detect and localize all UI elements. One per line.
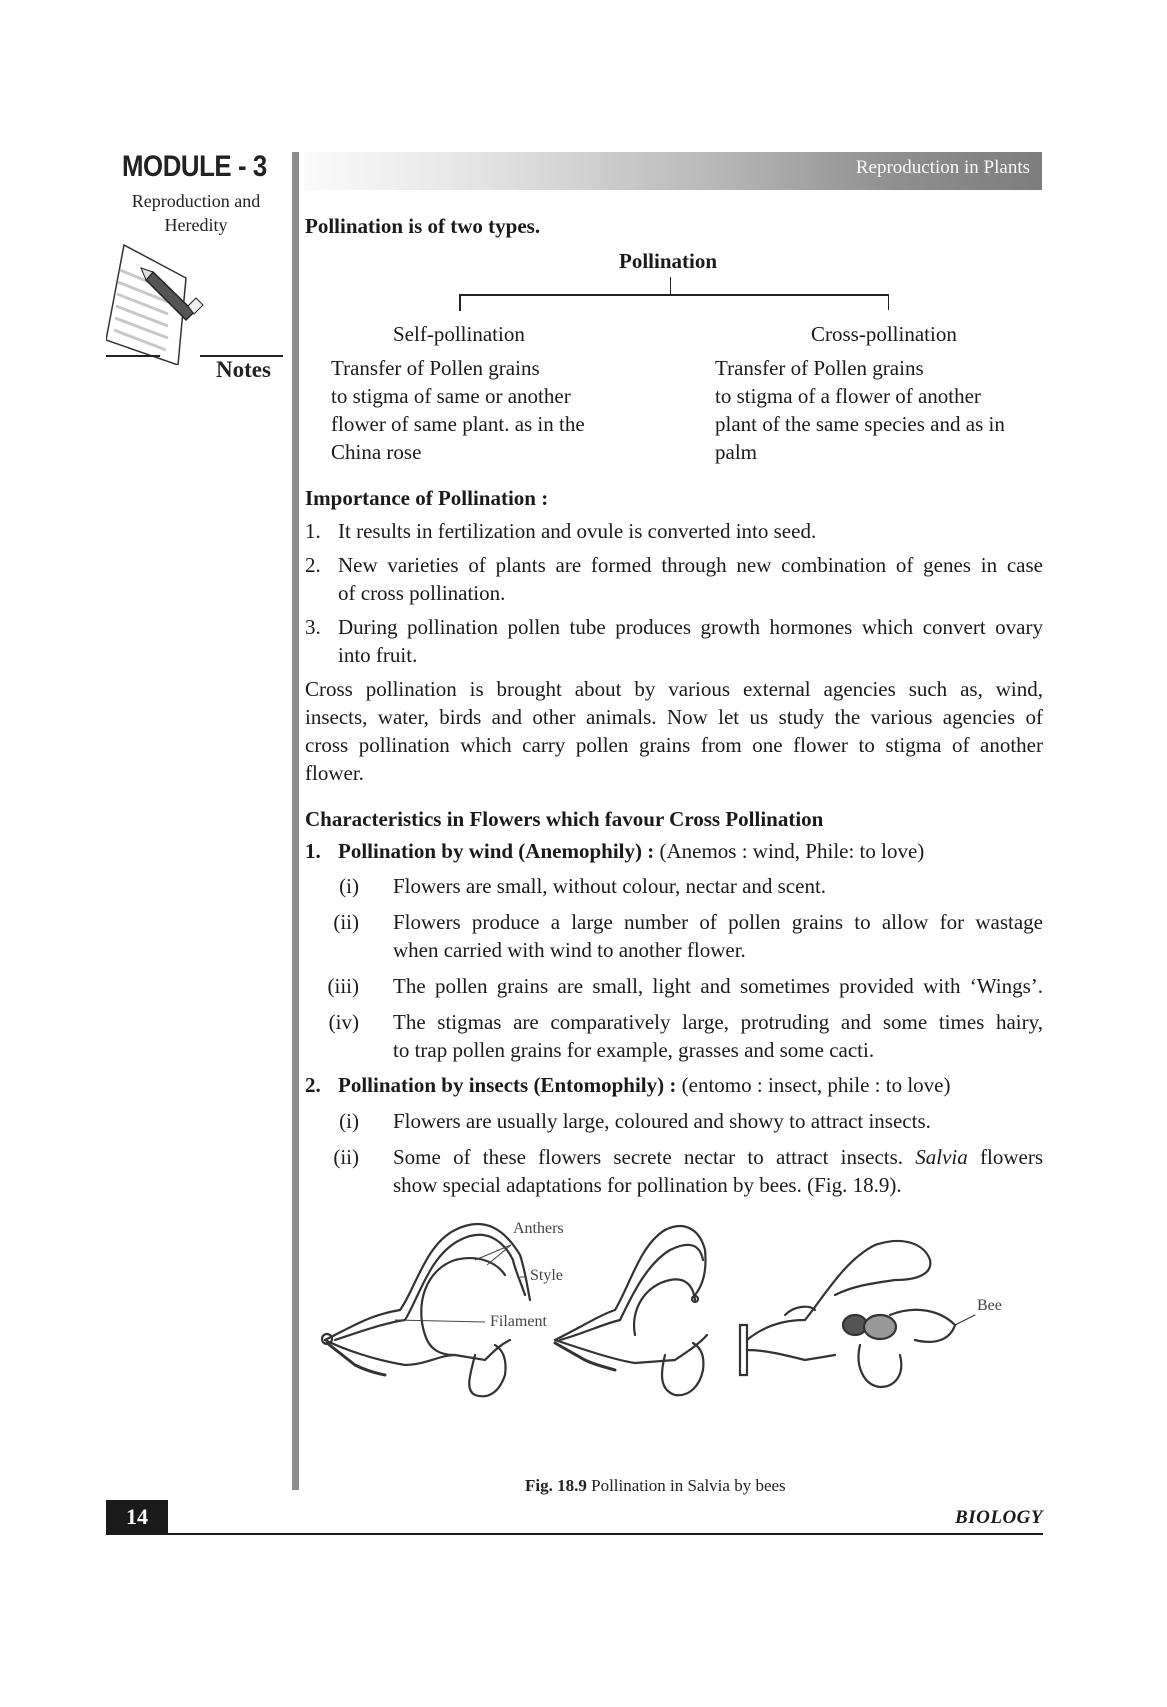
salvia-flower-drawings: [315, 1215, 1015, 1435]
self-pollination-desc-1: Transfer of Pollen grains: [331, 356, 540, 380]
wind-point-2-line-2: when carried with wind to another flower.: [393, 938, 746, 962]
tree-root: Pollination: [619, 249, 718, 273]
notes-pencil-icon: [106, 240, 221, 365]
self-pollination-label: Self-pollination: [393, 322, 525, 346]
insect-section-title-row: [338, 1071, 950, 1099]
wind-point-2-line-1: Flowers produce a large number of pollen grains to allow for wastage: [393, 910, 1043, 934]
importance-item-num: 2.: [305, 553, 321, 577]
point-roman: (iii): [327, 974, 359, 998]
cross-pollination-desc-3: plant of the same species and as in: [715, 412, 1005, 436]
tree-root-stem: [670, 277, 671, 295]
insect-point-2-text-b: flowers: [967, 1145, 1043, 1169]
point-roman: (ii): [333, 910, 359, 934]
paragraph-line-4: flower.: [305, 761, 364, 785]
figure-label-filament: Filament: [490, 1313, 547, 1330]
point-roman: (i): [339, 874, 359, 898]
cross-pollination-label: Cross-pollination: [811, 322, 957, 346]
margin-vertical-bar: [292, 152, 299, 1490]
wind-point-4-line-1: The stigmas are comparatively large, protruding and some times hairy,: [393, 1010, 1043, 1034]
module-subtitle-line1: Reproduction and: [131, 191, 261, 211]
section-num: 1.: [305, 839, 321, 863]
paragraph-line-2: insects, water, birds and other animals. Now let us study the various agencies of: [305, 705, 1043, 729]
importance-heading: Importance of Pollination :: [305, 486, 549, 510]
cross-pollination-desc-4: palm: [715, 440, 757, 464]
figure-label-bee: Bee: [977, 1297, 1002, 1314]
self-pollination-desc-2: to stigma of same or another: [331, 384, 571, 408]
tree-left-leg: [459, 294, 461, 311]
self-pollination-desc-4: China rose: [331, 440, 422, 464]
intro-heading: Pollination is of two types.: [305, 214, 541, 238]
wind-section-note: (Anemos : wind, Phile: to love): [659, 839, 925, 863]
cross-pollination-desc-1: Transfer of Pollen grains: [715, 356, 924, 380]
salvia-pollination-figure: [315, 1215, 1015, 1435]
footer-rule: [106, 1533, 1043, 1535]
salvia-italic: Salvia: [915, 1145, 968, 1169]
module-subtitle: [112, 189, 280, 237]
notes-label: Notes: [216, 357, 271, 382]
wind-section-title-row: [338, 837, 924, 865]
self-pollination-desc-3: flower of same plant. as in the: [331, 412, 585, 436]
importance-item-num: 3.: [305, 615, 321, 639]
chapter-header-band: [304, 152, 1042, 190]
importance-item-num: 1.: [305, 519, 321, 543]
point-roman: (ii): [333, 1145, 359, 1169]
figure-caption: [525, 1476, 786, 1496]
importance-item-1: It results in fertilization and ovule is converted into seed.: [338, 519, 817, 543]
notes-divider-left: [106, 355, 160, 357]
wind-section-title: Pollination by wind (Anemophily) :: [338, 839, 655, 863]
insect-point-2-line-2: show special adaptations for pollination by bees. (Fig. 18.9).: [393, 1173, 902, 1197]
footer-subject: BIOLOGY: [955, 1507, 1043, 1528]
insect-point-2-line-1: [393, 1143, 1043, 1171]
figure-label-style: Style: [530, 1267, 563, 1284]
tree-right-leg: [888, 294, 889, 310]
tree-crossbar: [459, 294, 889, 296]
point-roman: (iv): [328, 1010, 359, 1034]
point-roman: (i): [339, 1109, 359, 1133]
insect-point-1: Flowers are usually large, coloured and showy to attract insects.: [393, 1109, 931, 1133]
insect-section-note: (entomo : insect, phile : to love): [681, 1073, 951, 1097]
page-number: 14: [106, 1500, 168, 1534]
wind-point-4-line-2: to trap pollen grains for example, grasses and some cacti.: [393, 1038, 875, 1062]
importance-item-2-line-1: New varieties of plants are formed through new combination of genes in case: [338, 553, 1043, 577]
figure-caption-text: Pollination in Salvia by bees: [586, 1476, 786, 1495]
paragraph-line-1: Cross pollination is brought about by various external agencies such as, wind,: [305, 677, 1043, 701]
importance-item-2-line-2: of cross pollination.: [338, 581, 506, 605]
wind-point-1: Flowers are small, without colour, nectar and scent.: [393, 874, 827, 898]
wind-point-3: The pollen grains are small, light and sometimes provided with ‘Wings’.: [393, 974, 1043, 998]
module-title: MODULE - 3: [122, 150, 267, 183]
module-subtitle-line2: Heredity: [164, 215, 228, 235]
characteristics-heading: Characteristics in Flowers which favour Cross Pollination: [305, 807, 824, 831]
chapter-title: Reproduction in Plants: [855, 157, 1030, 178]
section-num: 2.: [305, 1073, 321, 1097]
insect-point-2-text-a: Some of these flowers secrete nectar to attract insects.: [393, 1145, 916, 1169]
paragraph-line-3: cross pollination which carry pollen grains from one flower to stigma of another: [305, 733, 1043, 757]
cross-pollination-desc-2: to stigma of a flower of another: [715, 384, 981, 408]
figure-label-anthers: Anthers: [513, 1220, 564, 1237]
importance-item-3-line-1: During pollination pollen tube produces growth hormones which convert ovary: [338, 615, 1043, 639]
figure-caption-number: Fig. 18.9: [525, 1476, 587, 1495]
insect-section-title: Pollination by insects (Entomophily) :: [338, 1073, 677, 1097]
importance-item-3-line-2: into fruit.: [338, 643, 418, 667]
